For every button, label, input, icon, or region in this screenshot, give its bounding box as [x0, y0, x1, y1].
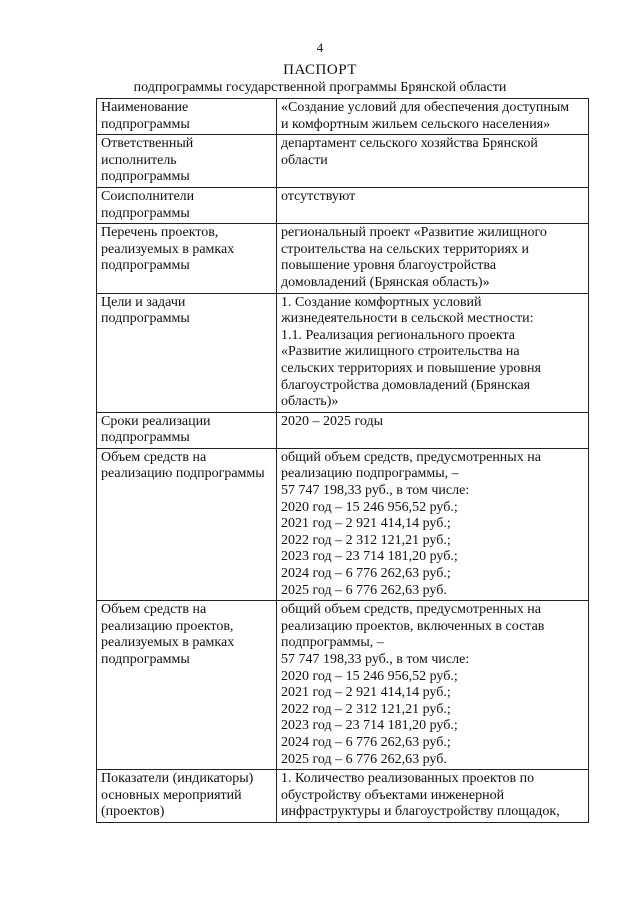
table-row-goals — [97, 293, 589, 412]
document-title: ПАСПОРТ — [283, 62, 357, 78]
row-label — [97, 99, 277, 135]
table-row-funding-subprogram — [97, 448, 589, 600]
row-label — [97, 770, 277, 823]
label-line: исполнитель — [101, 152, 177, 168]
value-line: 2025 год – 6 776 262,63 руб. — [281, 582, 447, 598]
value-line: 2020 год – 15 246 956,52 руб.; — [281, 499, 458, 515]
value-line: «Развитие жилищного строительства на — [281, 344, 520, 360]
label-line: подпрограммы — [101, 311, 190, 327]
label-line: Ответственный — [101, 136, 194, 152]
label-line: подпрограммы — [101, 116, 190, 132]
label-line: подпрограммы — [101, 205, 190, 221]
row-label — [97, 448, 277, 600]
table-row-projects — [97, 224, 589, 293]
value-line: область)» — [281, 394, 339, 410]
page-number: 4 — [316, 40, 324, 55]
table-row-name — [97, 99, 589, 135]
label-line: реализуемых в рамках — [101, 241, 235, 257]
value-line: домовладений (Брянская область)» — [281, 274, 490, 290]
value-line: реализацию подпрограммы, – — [281, 466, 459, 482]
table-row-terms — [97, 412, 589, 448]
value-line: 2024 год – 6 776 262,63 руб.; — [281, 734, 451, 750]
value-line: 2021 год – 2 921 414,14 руб.; — [281, 685, 451, 701]
label-line: Объем средств на — [101, 602, 207, 618]
value-line: 1. Количество реализованных проектов по — [281, 771, 535, 787]
value-line: 2022 год – 2 312 121,21 руб.; — [281, 701, 451, 717]
value-line: подпрограммы, – — [281, 635, 384, 651]
value-line: 57 747 198,33 руб., в том числе: — [281, 483, 470, 499]
label-line: Перечень проектов, — [101, 225, 219, 241]
table-row-indicators — [97, 770, 589, 823]
label-line: реализацию подпрограммы — [101, 466, 265, 482]
label-line: реализацию проектов, — [101, 618, 234, 634]
value-line: региональный проект «Развитие жилищного — [281, 225, 547, 241]
value-line: 2024 год – 6 776 262,63 руб.; — [281, 566, 451, 582]
passport-table — [96, 98, 589, 823]
row-value — [277, 99, 589, 135]
row-label — [97, 224, 277, 293]
value-line: 2023 год – 23 714 181,20 руб.; — [281, 549, 458, 565]
value-line: 57 747 198,33 руб., в том числе: — [281, 652, 470, 667]
value-line: строительства на сельских территориях и — [281, 241, 530, 257]
label-line: реализуемых в рамках — [101, 635, 235, 651]
row-label — [97, 135, 277, 188]
row-value — [277, 770, 589, 823]
row-label — [97, 412, 277, 448]
value-line: «Создание условий для обеспечения доступным — [281, 100, 570, 115]
row-label — [97, 293, 277, 412]
label-line: Объем средств на — [101, 449, 207, 465]
row-value — [277, 412, 589, 448]
value-line: 2023 год – 23 714 181,20 руб.; — [281, 718, 458, 734]
value-line: департамент сельского хозяйства Брянской — [281, 136, 538, 152]
label-line: Сроки реализации — [101, 413, 211, 429]
label-line: подпрограммы — [101, 430, 190, 446]
value-line: отсутствуют — [281, 188, 356, 204]
value-line: реализацию проектов, включенных в состав — [281, 618, 545, 634]
row-label — [97, 601, 277, 770]
row-value — [277, 293, 589, 412]
row-label — [97, 187, 277, 223]
table-row-executor — [97, 135, 589, 188]
label-line: подпрограммы — [101, 258, 190, 274]
label-line: Показатели (индикаторы) — [101, 771, 254, 787]
value-line: 2022 год – 2 312 121,21 руб.; — [281, 532, 451, 548]
row-value — [277, 135, 589, 188]
value-line: инфраструктуры и благоустройству площадок, — [281, 804, 560, 820]
label-line: Цели и задачи — [101, 294, 186, 310]
row-value — [277, 224, 589, 293]
table-row-funding-projects — [97, 601, 589, 770]
value-line: обустройству объектами инженерной — [281, 787, 505, 803]
value-line: общий объем средств, предусмотренных на — [281, 602, 541, 618]
table-row-coexecutors — [97, 187, 589, 223]
value-line: и комфортным жильем сельского населения» — [281, 116, 551, 132]
label-line: подпрограммы — [101, 169, 190, 185]
value-line: сельских территориях и повышение уровня — [281, 360, 541, 376]
value-line: благоустройства домовладений (Брянская — [281, 377, 531, 393]
value-line: 2025 год – 6 776 262,63 руб. — [281, 751, 447, 767]
value-line: области — [281, 152, 328, 168]
row-value — [277, 448, 589, 600]
value-line: 1. Создание комфортных условий — [281, 294, 482, 310]
value-line: 2020 год – 15 246 956,52 руб.; — [281, 668, 458, 684]
value-line: 2020 – 2025 годы — [281, 413, 384, 429]
row-value — [277, 187, 589, 223]
row-value — [277, 601, 589, 770]
label-line: (проектов) — [101, 804, 165, 820]
label-line: основных мероприятий — [101, 787, 242, 803]
value-line: 2021 год – 2 921 414,14 руб.; — [281, 516, 451, 532]
value-line: повышение уровня благоустройства — [281, 258, 497, 274]
value-line: 1.1. Реализация регионального проекта — [281, 327, 516, 343]
label-line: Соисполнители — [101, 188, 195, 204]
value-line: общий объем средств, предусмотренных на — [281, 449, 541, 465]
document-subtitle: подпрограммы государственной программы Брянской области — [133, 80, 507, 95]
value-line: жизнедеятельности в сельской местности: — [281, 311, 534, 327]
label-line: подпрограммы — [101, 652, 190, 667]
label-line: Наименование — [101, 100, 189, 115]
